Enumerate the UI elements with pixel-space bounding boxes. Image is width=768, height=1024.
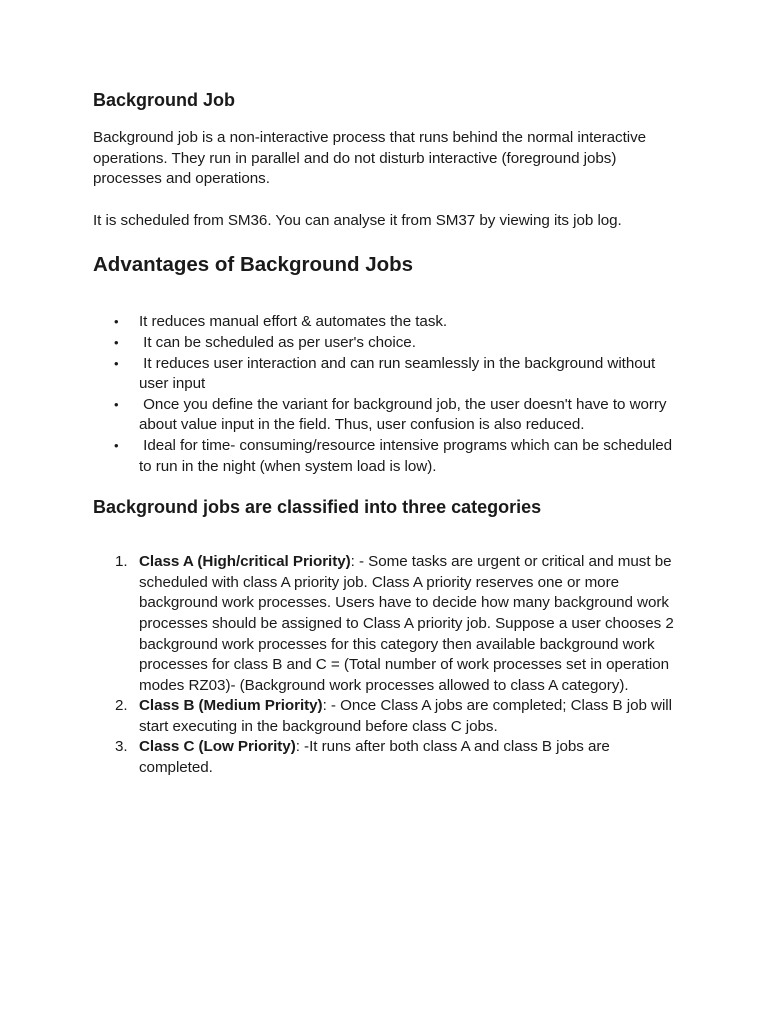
list-number: 3. (115, 738, 128, 756)
list-item-text: It can be scheduled as per user's choice. (139, 333, 416, 351)
list-item (93, 737, 683, 778)
categories-list (93, 552, 683, 779)
list-item (93, 436, 683, 477)
list-item (93, 333, 683, 354)
bullet-icon: • (114, 355, 119, 371)
bullet-icon: • (114, 437, 119, 453)
category-label: Class C (Low Priority) (139, 738, 296, 756)
categories-heading: Background jobs are classified into three categories (93, 497, 542, 518)
list-item (93, 354, 683, 395)
advantages-list (93, 312, 683, 477)
list-item-text: It reduces user interaction and can run seamlessly in the background without user input (139, 354, 660, 393)
list-number: 2. (115, 697, 128, 715)
category-description: : - Once Class A jobs are completed; Class B job will start executing in the background before class C jobs. (139, 697, 672, 735)
list-item (93, 312, 683, 333)
list-item-text: Once you define the variant for background job, the user doesn't have to worry about value input in the field. Thus, user confusion is also reduced. (139, 395, 671, 434)
intro-paragraph: Background job is a non-interactive process that runs behind the normal interactive operations. They run in parallel and do not disturb interactive (foreground jobs) processes and operations. (93, 129, 647, 188)
advantages-heading: Advantages of Background Jobs (93, 253, 414, 277)
list-item (93, 696, 683, 737)
bullet-icon: • (114, 314, 119, 330)
list-number: 1. (115, 553, 128, 571)
background-job-heading: Background Job (93, 90, 236, 110)
category-description: : -It runs after both class A and class B jobs are completed. (139, 738, 610, 777)
bullet-icon: • (114, 396, 119, 412)
category-label: Class B (Medium Priority) (139, 697, 323, 715)
bullet-icon: • (114, 334, 119, 350)
scheduling-paragraph: It is scheduled from SM36. You can analyse it from SM37 by viewing its job log. (93, 211, 622, 229)
document-page (93, 88, 683, 779)
list-item-text: It reduces manual effort & automates the task. (139, 313, 448, 331)
list-item-text: Ideal for time- consuming/resource intensive programs which can be scheduled to run in the night (when system load is low). (139, 436, 677, 475)
category-label: Class A (High/critical Priority) (139, 553, 351, 571)
list-item (93, 395, 683, 436)
category-description: : - Some tasks are urgent or critical and must be scheduled with class A priority job. Class A priority reserves one or more background work processes. Users have to decide how many background work processes should be assigned to Class A priority job. Suppose a user chooses 2 background work processes for this category then available background work processes for class B and C = (Total number of work processes set in operation modes RZ03)- (Background work processes allowed to class A category). (139, 553, 674, 694)
list-item (93, 552, 683, 696)
